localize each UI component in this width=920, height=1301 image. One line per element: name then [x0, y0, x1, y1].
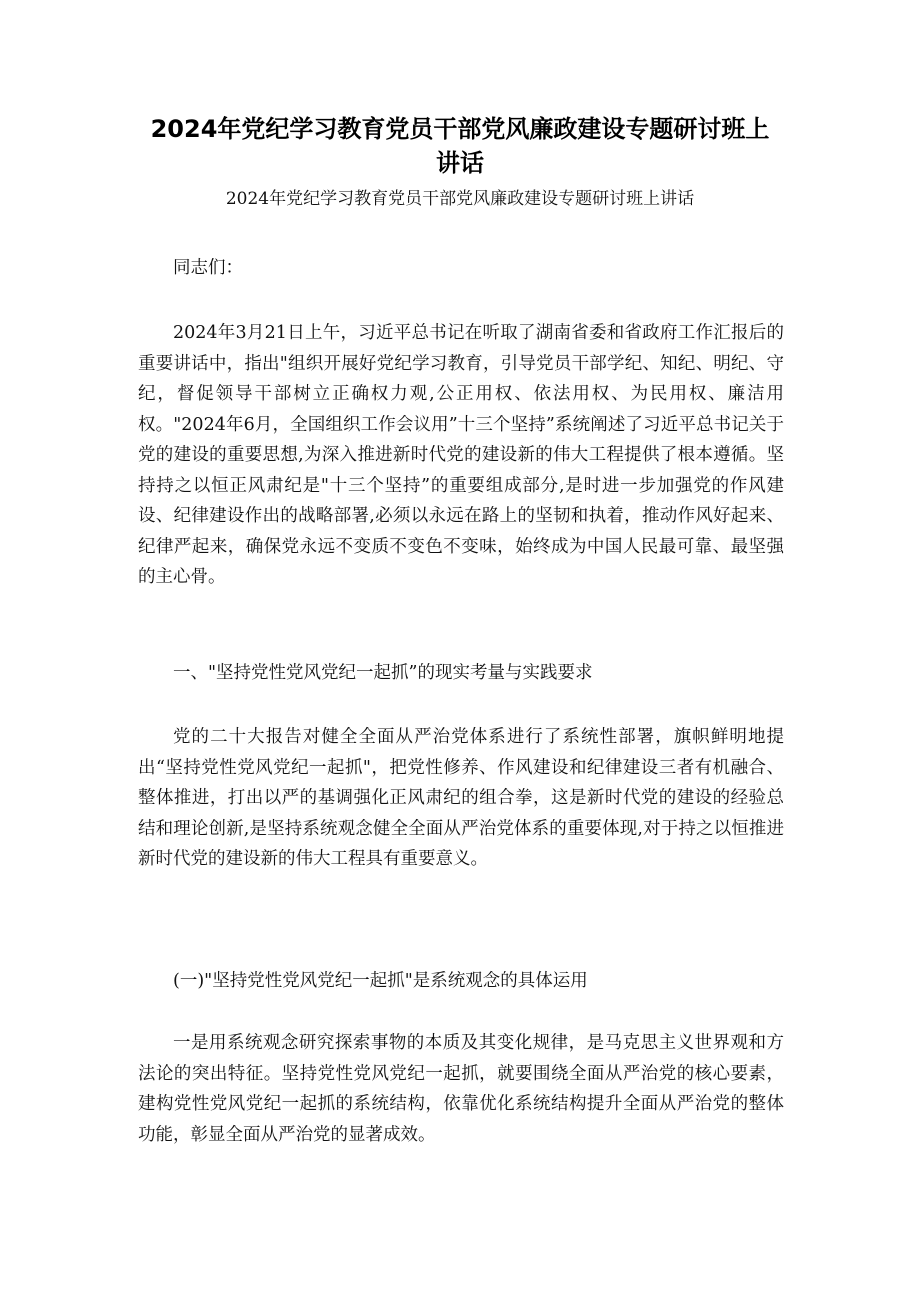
subsection-1-heading: (一)"坚持党性党风党纪一起抓"是系统观念的具体运用 — [173, 971, 588, 991]
section-1-heading: 一、"坚持党性党风党纪一起抓”的现实考量与实践要求 — [173, 663, 593, 683]
paragraph-1: 2024年3月21日上午，习近平总书记在听取了湖南省委和省政府工作汇报后的重要讲话中，指出"组织开展好党纪学习教育，引导党员干部学纪、知纪、明纪、守纪，督促领导干部树立正确权力观,公正用权、依法用权、为民用权、廉洁用权。"2024年6月，全国组织工作会议用”十三个坚持”系统阐述了习近平总书记关于党的建设的重要思想,为深入推进新时代党的建设新的伟大工程提供了根本遵循。坚持持之以恒正风肃纪是"十三个坚持”的重要组成部分,是时进一步加强党的作风建设、纪律建设作出的战略部署,必须以永远在路上的坚韧和执着，推动作风好起来、纪律严起来，确保党永远不变质不变色不变味，始终成为中国人民最可靠、最坚强的主心骨。 — [138, 323, 784, 587]
paragraph-3: 一是用系统观念研究探索事物的本质及其变化规律，是马克思主义世界观和方法论的突出特征。坚持党性党风党纪一起抓，就要围绕全面从严治党的核心要素，建构党性党风党纪一起抓的系统结构，依靠优化系统结构提升全面从严治党的整体功能，彰显全面从严治党的显著成效。 — [138, 1033, 784, 1145]
document-title: 2024年党纪学习教育党员干部党风廉政建设专题研讨班上讲话 — [150, 115, 770, 177]
paragraph-2: 党的二十大报告对健全全面从严治党体系进行了系统性部署，旗帜鲜明地提出“坚持党性党风党纪一起抓"，把党性修养、作风建设和纪律建设三者有机融合、整体推进，打出以严的基调强化正风肃纪的组合拳，这是新时代党的建设的经验总结和理论创新,是坚持系统观念健全全面从严治党体系的重要体现,对于持之以恒推进新时代党的建设新的伟大工程具有重要意义。 — [138, 727, 784, 869]
document-subtitle: 2024年党纪学习教育党员干部党风廉政建设专题研讨班上讲话 — [225, 189, 695, 209]
salutation: 同志们： — [173, 258, 243, 278]
